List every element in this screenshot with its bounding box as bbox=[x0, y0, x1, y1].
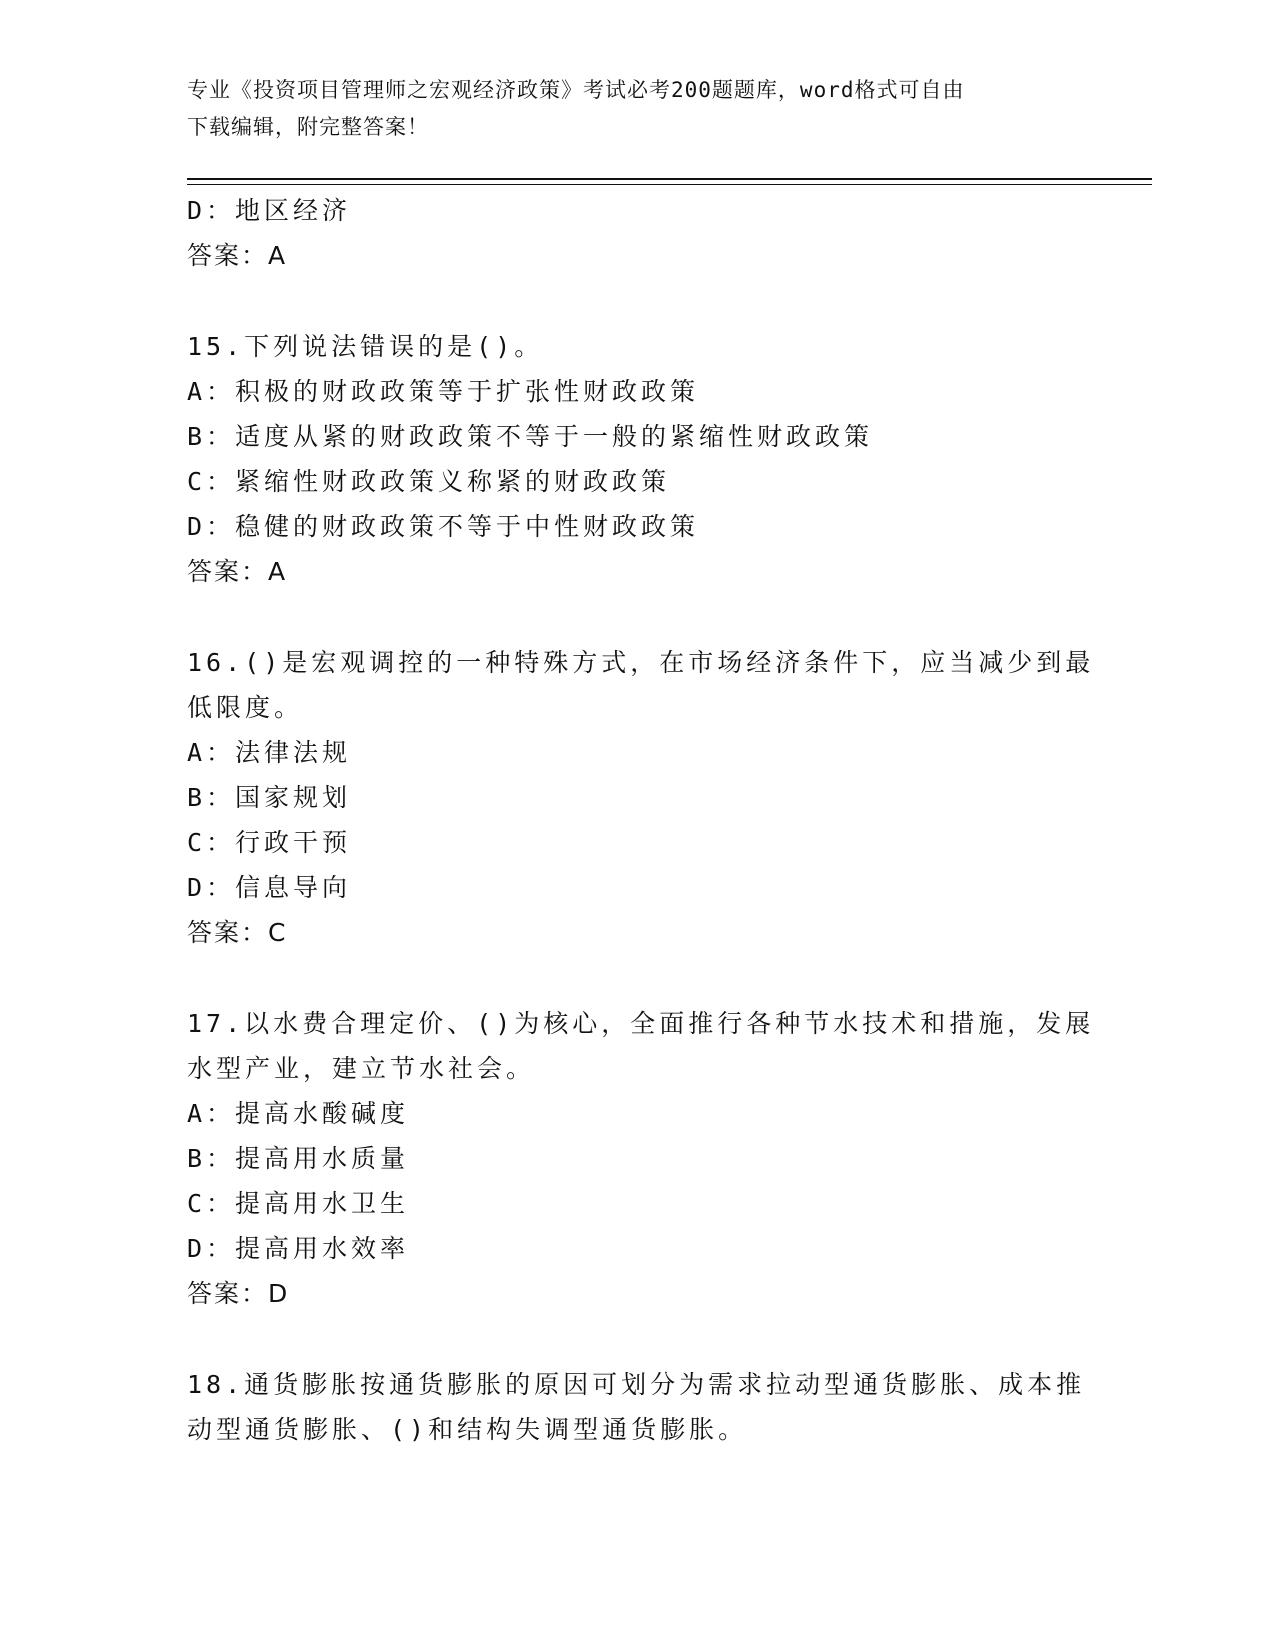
option-d: D：提高用水效率 bbox=[187, 1234, 410, 1263]
carryover-block bbox=[187, 188, 1087, 278]
question-stem-line-1: 16.()是宏观调控的一种特殊方式，在市场经济条件下，应当减少到最 bbox=[187, 648, 1095, 677]
question-stem-line-2: 动型通货膨胀、()和结构失调型通货膨胀。 bbox=[187, 1415, 748, 1444]
answer-line: 答案：C bbox=[187, 918, 288, 947]
question-15 bbox=[187, 324, 1087, 594]
question-stem-line-2: 低限度。 bbox=[187, 693, 304, 722]
answer-line: 答案：A bbox=[187, 241, 288, 270]
header-divider-thick bbox=[187, 178, 1152, 180]
question-stem-line-1: 18.通货膨胀按通货膨胀的原因可划分为需求拉动型通货膨胀、成本推 bbox=[187, 1370, 1086, 1399]
question-stem-line-2: 水型产业，建立节水社会。 bbox=[187, 1054, 536, 1083]
header-divider-thin bbox=[187, 184, 1152, 185]
question-stem-line-1: 17.以水费合理定价、()为核心，全面推行各种节水技术和措施，发展 bbox=[187, 1009, 1095, 1038]
answer-line: 答案：D bbox=[187, 1279, 290, 1308]
question-stem: 15.下列说法错误的是()。 bbox=[187, 332, 544, 361]
option-a: A：法律法规 bbox=[187, 738, 352, 767]
option-c: C：提高用水卫生 bbox=[187, 1189, 410, 1218]
option-d: D：信息导向 bbox=[187, 873, 352, 902]
header-line-1: 专业《投资项目管理师之宏观经济政策》考试必考200题题库，word格式可自由 bbox=[187, 78, 965, 102]
question-18 bbox=[187, 1362, 1087, 1452]
option-b: B：提高用水质量 bbox=[187, 1144, 410, 1173]
document-header bbox=[187, 72, 1067, 146]
option-d: D：地区经济 bbox=[187, 196, 352, 225]
question-content bbox=[187, 188, 1095, 1452]
question-17 bbox=[187, 1001, 1095, 1316]
option-a: A：积极的财政政策等于扩张性财政政策 bbox=[187, 377, 700, 406]
question-16 bbox=[187, 640, 1095, 955]
option-d: D：稳健的财政政策不等于中性财政政策 bbox=[187, 512, 700, 541]
option-c: C：行政干预 bbox=[187, 828, 352, 857]
option-b: B：国家规划 bbox=[187, 783, 352, 812]
answer-line: 答案：A bbox=[187, 557, 288, 586]
option-b: B：适度从紧的财政政策不等于一般的紧缩性财政政策 bbox=[187, 422, 874, 451]
header-line-2: 下载编辑，附完整答案！ bbox=[187, 115, 429, 139]
option-a: A：提高水酸碱度 bbox=[187, 1099, 410, 1128]
option-c: C：紧缩性财政政策义称紧的财政政策 bbox=[187, 467, 671, 496]
